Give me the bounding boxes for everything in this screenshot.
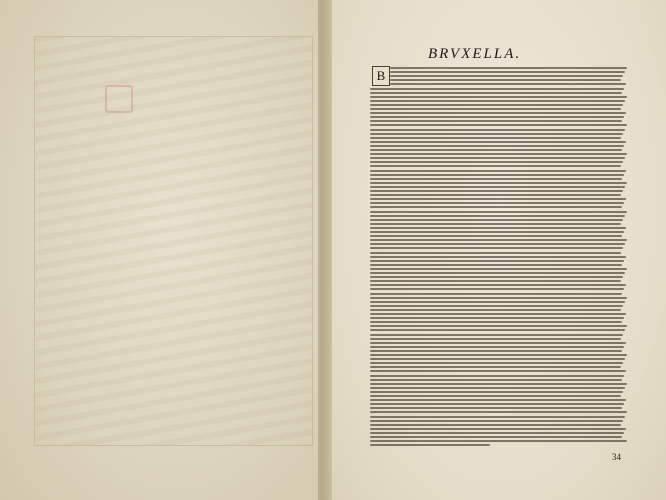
- text-line: [370, 403, 624, 405]
- text-line: [370, 420, 623, 422]
- text-line: [370, 96, 627, 98]
- text-line: [370, 301, 625, 303]
- text-line: [370, 141, 626, 143]
- text-line: [370, 157, 625, 159]
- text-line: [370, 309, 621, 311]
- text-line: [370, 350, 622, 352]
- text-line: [370, 243, 625, 245]
- map-bleed-through: [34, 36, 313, 446]
- text-line: [370, 342, 626, 344]
- text-line: [370, 313, 626, 315]
- text-line: [370, 399, 626, 401]
- text-line: [370, 370, 626, 372]
- text-line: [370, 223, 621, 225]
- text-line: [390, 75, 623, 77]
- text-line: [370, 379, 622, 381]
- text-line: [370, 358, 625, 360]
- text-line: [370, 432, 624, 434]
- text-line: [370, 153, 627, 155]
- text-line: [370, 252, 621, 254]
- text-line: [390, 67, 627, 69]
- center-fold: [318, 0, 332, 500]
- text-line: [370, 186, 625, 188]
- text-line: [370, 92, 622, 94]
- text-line: [370, 440, 627, 442]
- text-line: [370, 288, 624, 290]
- text-line: [370, 194, 621, 196]
- text-line: [370, 206, 622, 208]
- text-line: [370, 375, 624, 377]
- text-line: [370, 161, 623, 163]
- text-line: [370, 190, 623, 192]
- text-line: [370, 182, 627, 184]
- text-line: [370, 178, 622, 180]
- text-line: [370, 215, 625, 217]
- text-line: [370, 305, 623, 307]
- text-line: [370, 247, 623, 249]
- map-verso-page: [0, 0, 320, 500]
- text-line: [370, 231, 624, 233]
- text-line: [370, 391, 623, 393]
- text-line: [370, 395, 621, 397]
- text-line: [370, 424, 621, 426]
- text-line: [370, 284, 626, 286]
- text-line: [370, 387, 625, 389]
- text-line: [370, 165, 621, 167]
- page-title: BRVXELLA.: [428, 46, 522, 62]
- text-line: [370, 174, 624, 176]
- text-line: [370, 202, 624, 204]
- text-line: [370, 149, 622, 151]
- text-line: [370, 235, 622, 237]
- text-line: [370, 346, 624, 348]
- ghost-coat-of-arms: [105, 85, 133, 113]
- text-line: [370, 428, 626, 430]
- text-line: [370, 334, 623, 336]
- text-line: [370, 124, 627, 126]
- text-line: [370, 444, 490, 446]
- text-line: [370, 436, 622, 438]
- text-line: [370, 321, 622, 323]
- text-line: [370, 264, 622, 266]
- text-line: [370, 88, 624, 90]
- text-line: [370, 145, 624, 147]
- text-line: [370, 338, 621, 340]
- text-line: [370, 354, 627, 356]
- text-line: [370, 170, 626, 172]
- text-line: [370, 383, 627, 385]
- text-line: [390, 83, 626, 85]
- text-line: [370, 108, 621, 110]
- text-line: [370, 219, 623, 221]
- text-line: [370, 297, 627, 299]
- text-line: [370, 120, 622, 122]
- text-line: [370, 239, 627, 241]
- text-line: [370, 317, 624, 319]
- page-number: 34: [612, 452, 621, 462]
- text-line: [370, 227, 626, 229]
- text-line: [370, 280, 621, 282]
- text-line: [370, 407, 622, 409]
- text-line: [370, 416, 625, 418]
- text-line: [370, 133, 623, 135]
- text-line: [370, 211, 627, 213]
- text-line: [370, 362, 623, 364]
- text-line: [370, 256, 626, 258]
- text-line: [390, 71, 625, 73]
- text-line: [370, 129, 625, 131]
- text-line: [370, 104, 623, 106]
- text-line: [370, 366, 621, 368]
- text-line: [370, 411, 627, 413]
- text-line: [370, 260, 624, 262]
- text-line: [370, 116, 624, 118]
- text-line: [370, 112, 626, 114]
- dropcap-initial: B: [372, 66, 390, 86]
- text-line: [390, 79, 621, 81]
- text-line: [370, 198, 626, 200]
- text-line: [370, 268, 627, 270]
- text-line: [370, 325, 627, 327]
- text-line: [370, 137, 621, 139]
- text-line: [370, 276, 623, 278]
- text-line: [370, 329, 625, 331]
- body-text-block: [370, 66, 627, 448]
- text-line: [370, 293, 622, 295]
- text-line: [370, 100, 625, 102]
- text-line: [370, 272, 625, 274]
